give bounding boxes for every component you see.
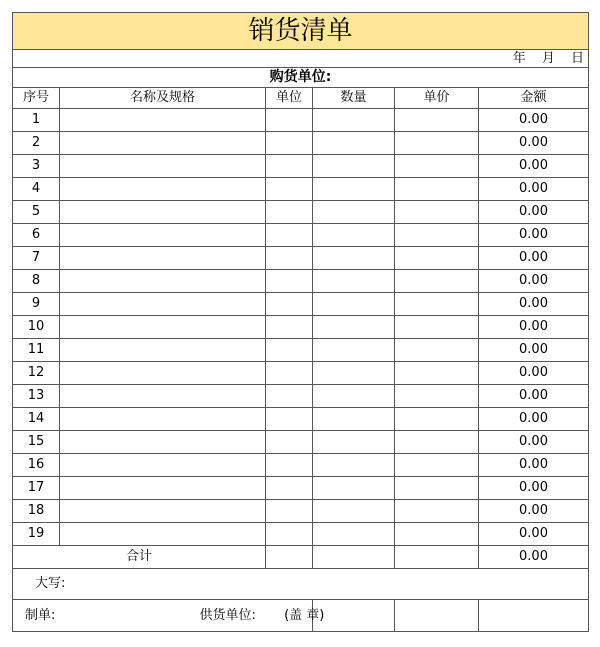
row-no: 1 xyxy=(13,109,60,132)
row-name-spec-cell[interactable] xyxy=(60,224,266,247)
row-unit-cell[interactable] xyxy=(266,224,313,247)
row-unit-price-cell[interactable] xyxy=(395,454,479,477)
row-unit-price-cell[interactable] xyxy=(395,201,479,224)
header-amount: 金额 xyxy=(479,88,589,109)
row-unit-cell[interactable] xyxy=(266,431,313,454)
row-quantity-cell[interactable] xyxy=(313,293,395,316)
row-name-spec-cell[interactable] xyxy=(60,500,266,523)
row-unit-cell[interactable] xyxy=(266,477,313,500)
row-quantity-cell[interactable] xyxy=(313,132,395,155)
table-row xyxy=(13,477,589,500)
row-unit-cell[interactable] xyxy=(266,523,313,546)
table-row xyxy=(13,316,589,339)
row-amount: 0.00 xyxy=(479,247,589,270)
row-unit-price-cell[interactable] xyxy=(395,224,479,247)
date-month: 月 xyxy=(541,51,555,66)
table-row xyxy=(13,132,589,155)
row-unit-cell[interactable] xyxy=(266,201,313,224)
total-row xyxy=(13,546,589,569)
row-unit-cell[interactable] xyxy=(266,362,313,385)
row-no: 17 xyxy=(13,477,60,500)
row-quantity-cell[interactable] xyxy=(313,362,395,385)
row-name-spec-cell[interactable] xyxy=(60,523,266,546)
row-unit-price-cell[interactable] xyxy=(395,155,479,178)
row-quantity-cell[interactable] xyxy=(313,454,395,477)
row-unit-cell[interactable] xyxy=(266,132,313,155)
row-no: 15 xyxy=(13,431,60,454)
row-amount: 0.00 xyxy=(479,201,589,224)
row-unit-price-cell[interactable] xyxy=(395,109,479,132)
row-amount: 0.00 xyxy=(479,523,589,546)
row-quantity-cell[interactable] xyxy=(313,224,395,247)
row-amount: 0.00 xyxy=(479,454,589,477)
row-quantity-cell[interactable] xyxy=(313,155,395,178)
row-unit-cell[interactable] xyxy=(266,339,313,362)
row-quantity-cell[interactable] xyxy=(313,339,395,362)
row-quantity-cell[interactable] xyxy=(313,385,395,408)
row-amount: 0.00 xyxy=(479,385,589,408)
row-unit-cell[interactable] xyxy=(266,178,313,201)
sales-list-table xyxy=(12,12,589,632)
row-amount: 0.00 xyxy=(479,132,589,155)
prepared-by-label: 制单: xyxy=(25,608,56,623)
row-name-spec-cell[interactable] xyxy=(60,132,266,155)
footer-cell-quantity xyxy=(313,600,395,632)
row-unit-cell[interactable] xyxy=(266,247,313,270)
row-unit-price-cell[interactable] xyxy=(395,270,479,293)
table-row xyxy=(13,339,589,362)
sales-list-sheet xyxy=(12,12,588,632)
row-unit-price-cell[interactable] xyxy=(395,316,479,339)
row-no: 4 xyxy=(13,178,60,201)
row-no: 10 xyxy=(13,316,60,339)
row-quantity-cell[interactable] xyxy=(313,316,395,339)
row-quantity-cell[interactable] xyxy=(313,270,395,293)
page-title: 销货清单 xyxy=(13,13,589,50)
total-amount: 0.00 xyxy=(479,546,589,569)
date-year: 年 xyxy=(512,51,526,66)
row-amount: 0.00 xyxy=(479,477,589,500)
row-name-spec-cell[interactable] xyxy=(60,178,266,201)
row-amount: 0.00 xyxy=(479,224,589,247)
row-name-spec-cell[interactable] xyxy=(60,201,266,224)
table-row xyxy=(13,385,589,408)
header-no: 序号 xyxy=(13,88,60,109)
row-no: 18 xyxy=(13,500,60,523)
row-no: 11 xyxy=(13,339,60,362)
row-unit-cell[interactable] xyxy=(266,408,313,431)
row-name-spec-cell[interactable] xyxy=(60,155,266,178)
row-no: 19 xyxy=(13,523,60,546)
row-name-spec-cell[interactable] xyxy=(60,247,266,270)
row-unit-price-cell[interactable] xyxy=(395,293,479,316)
row-no: 2 xyxy=(13,132,60,155)
row-unit-cell[interactable] xyxy=(266,385,313,408)
table-row xyxy=(13,523,589,546)
row-no: 5 xyxy=(13,201,60,224)
row-unit-cell[interactable] xyxy=(266,293,313,316)
uppercase-amount-label: 大写: xyxy=(13,569,589,600)
row-quantity-cell[interactable] xyxy=(313,523,395,546)
row-no: 9 xyxy=(13,293,60,316)
row-no: 3 xyxy=(13,155,60,178)
row-unit-price-cell[interactable] xyxy=(395,408,479,431)
row-unit-price-cell[interactable] xyxy=(395,385,479,408)
row-name-spec-cell[interactable] xyxy=(60,339,266,362)
row-unit-cell[interactable] xyxy=(266,454,313,477)
row-quantity-cell[interactable] xyxy=(313,500,395,523)
row-no: 8 xyxy=(13,270,60,293)
row-no: 12 xyxy=(13,362,60,385)
row-unit-price-cell[interactable] xyxy=(395,178,479,201)
total-quantity-cell[interactable] xyxy=(313,546,395,569)
row-name-spec-cell[interactable] xyxy=(60,385,266,408)
total-unit-cell[interactable] xyxy=(266,546,313,569)
row-amount: 0.00 xyxy=(479,270,589,293)
table-row xyxy=(13,178,589,201)
supplier-label: 供货单位: xyxy=(199,608,256,623)
table-row xyxy=(13,293,589,316)
row-quantity-cell[interactable] xyxy=(313,431,395,454)
row-name-spec-cell[interactable] xyxy=(60,454,266,477)
row-quantity-cell[interactable] xyxy=(313,408,395,431)
row-amount: 0.00 xyxy=(479,500,589,523)
table-row xyxy=(13,247,589,270)
row-unit-cell[interactable] xyxy=(266,316,313,339)
seal-label: (盖 章) xyxy=(284,608,325,623)
row-name-spec-cell[interactable] xyxy=(60,477,266,500)
table-row xyxy=(13,155,589,178)
date-line xyxy=(13,50,589,68)
row-unit-price-cell[interactable] xyxy=(395,523,479,546)
row-amount: 0.00 xyxy=(479,431,589,454)
footer-cell-amount xyxy=(479,600,589,632)
date-day: 日 xyxy=(571,51,585,66)
table-row xyxy=(13,362,589,385)
row-no: 6 xyxy=(13,224,60,247)
row-name-spec-cell[interactable] xyxy=(60,431,266,454)
row-name-spec-cell[interactable] xyxy=(60,293,266,316)
row-quantity-cell[interactable] xyxy=(313,247,395,270)
table-row xyxy=(13,109,589,132)
footer-cell-price xyxy=(395,600,479,632)
row-name-spec-cell[interactable] xyxy=(60,316,266,339)
buyer-label: 购货单位: xyxy=(13,68,589,88)
table-row xyxy=(13,270,589,293)
header-unit-price: 单价 xyxy=(395,88,479,109)
row-amount: 0.00 xyxy=(479,362,589,385)
row-unit-cell[interactable] xyxy=(266,500,313,523)
row-amount: 0.00 xyxy=(479,109,589,132)
row-amount: 0.00 xyxy=(479,178,589,201)
total-price-cell[interactable] xyxy=(395,546,479,569)
row-amount: 0.00 xyxy=(479,155,589,178)
row-no: 7 xyxy=(13,247,60,270)
table-row xyxy=(13,408,589,431)
row-no: 13 xyxy=(13,385,60,408)
row-unit-price-cell[interactable] xyxy=(395,132,479,155)
table-row xyxy=(13,201,589,224)
total-label: 合计 xyxy=(13,546,266,569)
table-header-row xyxy=(13,88,589,109)
row-amount: 0.00 xyxy=(479,408,589,431)
row-no: 14 xyxy=(13,408,60,431)
row-unit-cell[interactable] xyxy=(266,109,313,132)
row-unit-price-cell[interactable] xyxy=(395,247,479,270)
header-quantity: 数量 xyxy=(313,88,395,109)
table-row xyxy=(13,454,589,477)
row-amount: 0.00 xyxy=(479,316,589,339)
row-unit-price-cell[interactable] xyxy=(395,431,479,454)
row-amount: 0.00 xyxy=(479,293,589,316)
row-amount: 0.00 xyxy=(479,339,589,362)
table-row xyxy=(13,224,589,247)
row-unit-price-cell[interactable] xyxy=(395,339,479,362)
row-name-spec-cell[interactable] xyxy=(60,109,266,132)
row-quantity-cell[interactable] xyxy=(313,109,395,132)
row-unit-cell[interactable] xyxy=(266,155,313,178)
row-name-spec-cell[interactable] xyxy=(60,408,266,431)
row-quantity-cell[interactable] xyxy=(313,477,395,500)
row-unit-price-cell[interactable] xyxy=(395,362,479,385)
row-quantity-cell[interactable] xyxy=(313,178,395,201)
row-no: 16 xyxy=(13,454,60,477)
row-quantity-cell[interactable] xyxy=(313,201,395,224)
table-row xyxy=(13,431,589,454)
row-name-spec-cell[interactable] xyxy=(60,362,266,385)
table-row xyxy=(13,500,589,523)
row-unit-cell[interactable] xyxy=(266,270,313,293)
header-unit: 单位 xyxy=(266,88,313,109)
header-name-spec: 名称及规格 xyxy=(60,88,266,109)
footer-row xyxy=(13,600,589,632)
row-name-spec-cell[interactable] xyxy=(60,270,266,293)
row-unit-price-cell[interactable] xyxy=(395,477,479,500)
footer-signature-cell xyxy=(13,600,325,632)
row-unit-price-cell[interactable] xyxy=(395,500,479,523)
